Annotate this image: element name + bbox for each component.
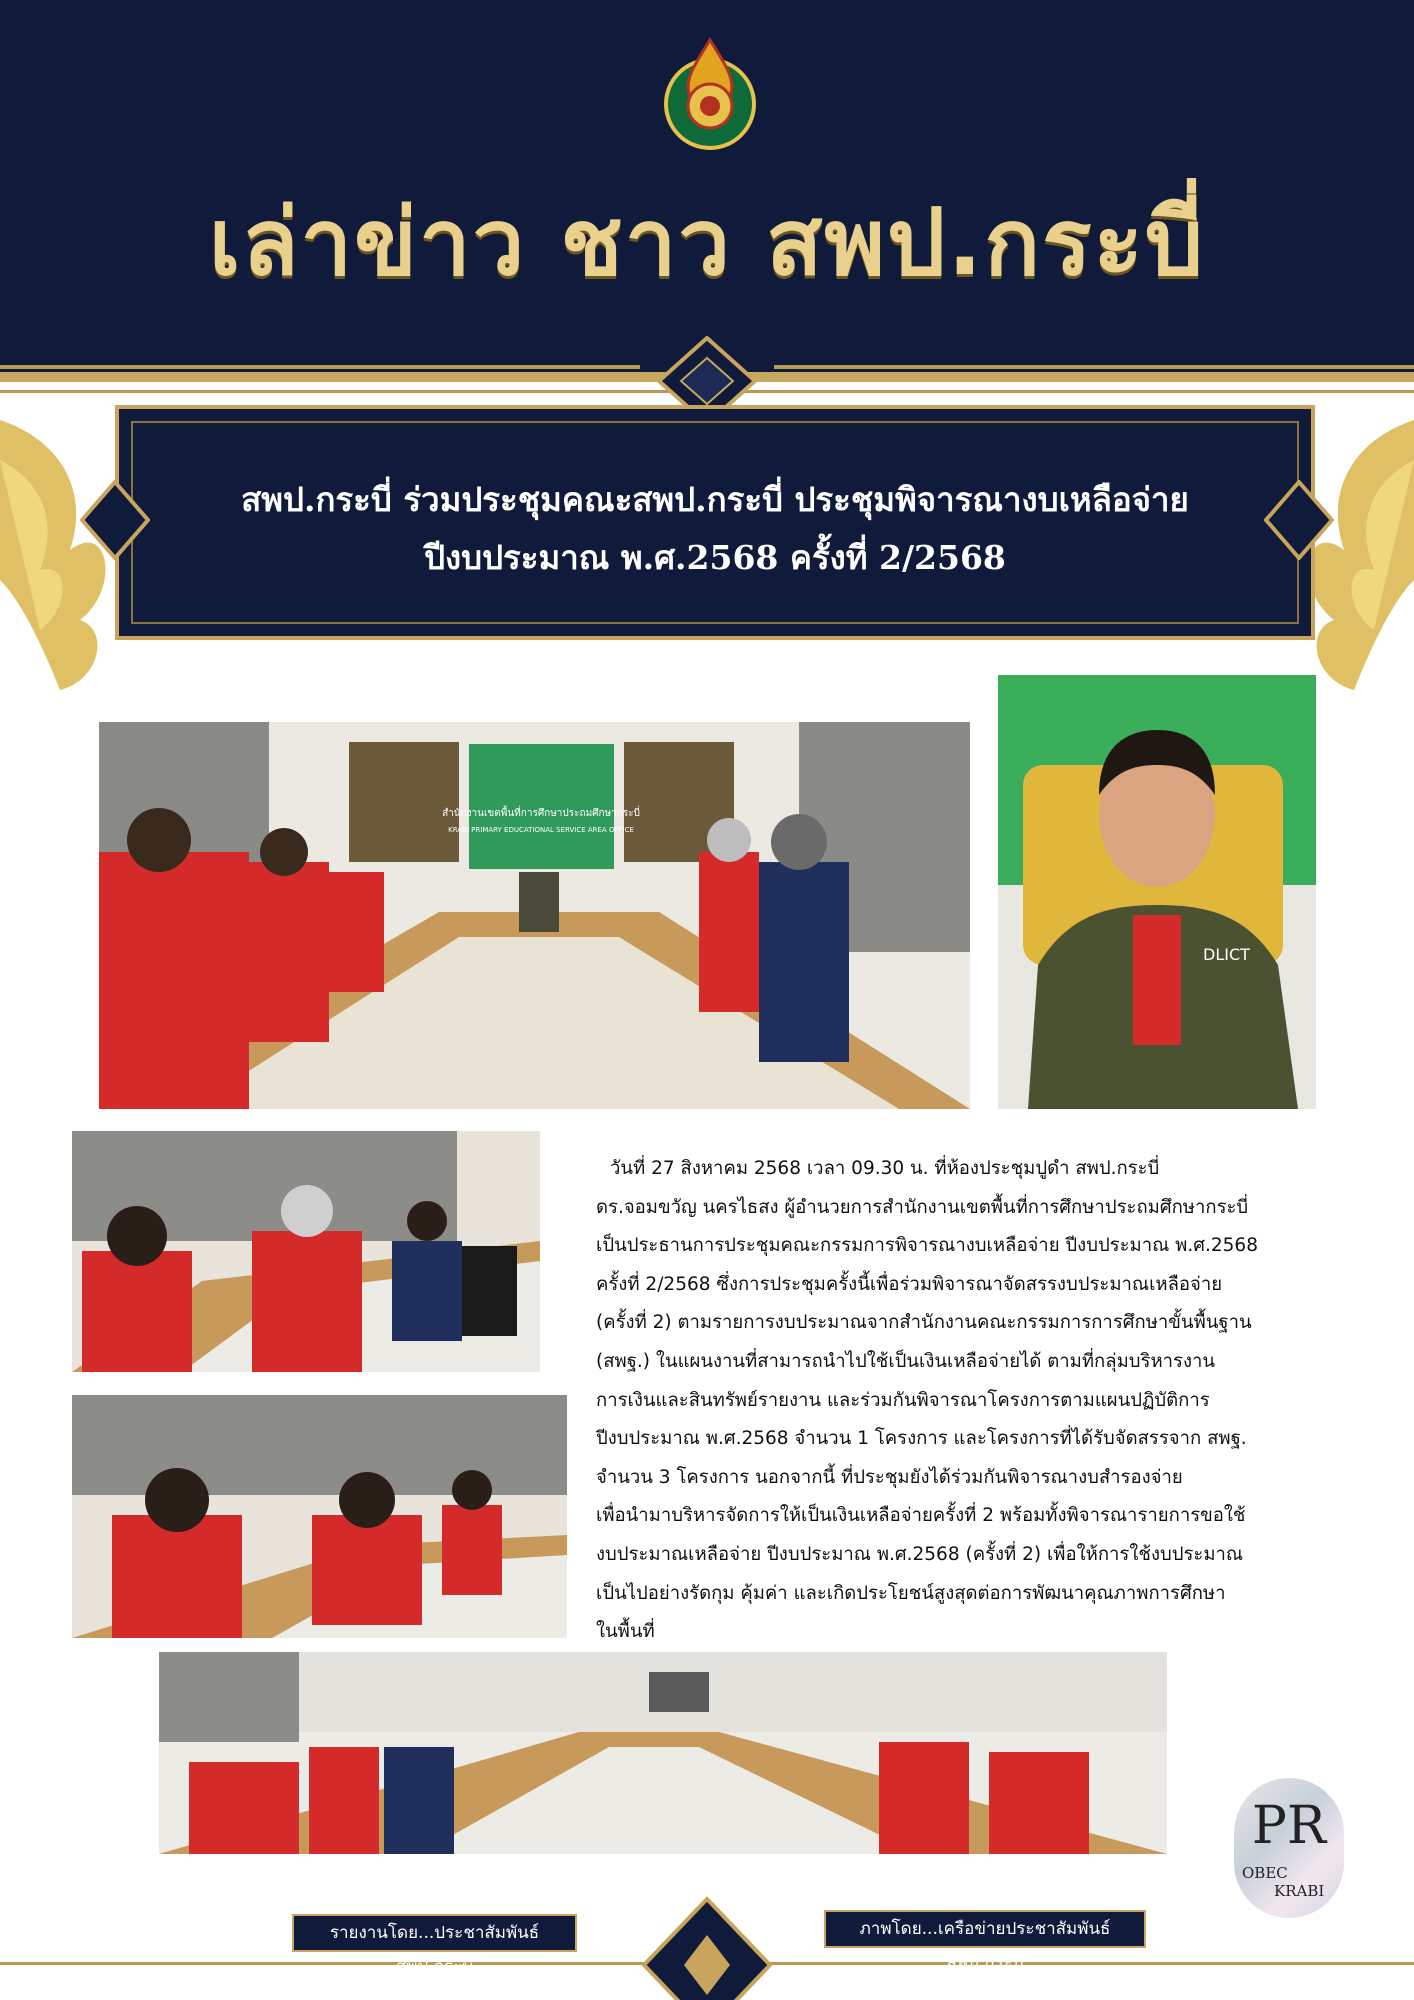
meeting-room-photo (99, 722, 970, 1109)
article-line: ดร.จอมขวัญ นครไธสง ผู้อำนวยการสำนักงานเขตพื้นที่การศึกษาประถมศึกษากระบี่ (596, 1196, 1249, 1218)
article-line: ปีงบประมาณ พ.ศ.2568 จำนวน 1 โครงการ และโครงการที่ได้รับจัดสรรจาก สพฐ. (596, 1428, 1247, 1450)
meeting-photo-left-1 (72, 1131, 540, 1372)
gold-divider (0, 365, 640, 369)
article-line: งบประมาณเหลือจ่าย ปีงบประมาณ พ.ศ.2568 (ครั้งที่ 2) เพื่อให้การใช้งบประมาณ (596, 1543, 1244, 1565)
pr-badge-main: PR (1251, 1796, 1327, 1856)
diamond-ornament-right (1264, 480, 1334, 560)
headline-banner (115, 405, 1315, 640)
pr-badge-sub1: OBEC (1242, 1864, 1288, 1882)
gold-divider (774, 365, 1414, 369)
reporter-credit: รายงานโดย...ประชาสัมพันธ์ สพป.กระบี่ (292, 1914, 577, 1952)
article-body (596, 1150, 1336, 1652)
page-title: เล่าข่าว ชาว สพป.กระบี่ (208, 189, 1206, 296)
article-line: เพื่อนำมาบริหารจัดการให้เป็นเงินเหลือจ่ายครั้งที่ 2 พร้อมทั้งพิจารณารายการขอใช้ (596, 1505, 1246, 1527)
sign-text: สำนักงานเขตพื้นที่การศึกษาประถมศึกษากระบี่ (442, 808, 640, 819)
diamond-ornament-left (80, 480, 150, 560)
headline-line-2: ปีงบประมาณ พ.ศ.2568 ครั้งที่ 2/2568 (424, 538, 1006, 577)
diamond-ornament-bottom (640, 1895, 774, 2000)
article-line: เป็นประธานการประชุมคณะกรรมการพิจารณางบเหลือจ่าย ปีงบประมาณ พ.ศ.2568 (596, 1235, 1258, 1257)
article-line: (สพฐ.) ในแผนงานที่สามารถนำไปใช้เป็นเงินเหลือจ่ายได้ ตามที่กลุ่มบริหารงาน (596, 1350, 1216, 1372)
photographer-credit: ภาพโดย...เครือข่ายประชาสัมพันธ์ สพป.กระบี่ (824, 1910, 1146, 1948)
article-line: วันที่ 27 สิงหาคม 2568 เวลา 09.30 น. ที่ห้องประชุมปูดำ สพป.กระบี่ (610, 1158, 1160, 1179)
headline (119, 471, 1311, 587)
headline-line-1: สพป.กระบี่ ร่วมประชุมคณะสพป.กระบี่ ประชุมพิจารณางบเหลือจ่าย (241, 480, 1189, 519)
article-line: (ครั้งที่ 2) ตามรายการงบประมาณจากสำนักงานคณะกรรมการการศึกษาขั้นพื้นฐาน (596, 1312, 1252, 1334)
article-line: เป็นไปอย่างรัดกุม คุ้มค่า และเกิดประโยชน์สูงสุดต่อการพัฒนาคุณภาพการศึกษา (596, 1582, 1226, 1604)
article-line: จำนวน 3 โครงการ นอกจากนี้ ที่ประชุมยังได้ร่วมกันพิจารณางบสำรองจ่าย (596, 1466, 1183, 1488)
meeting-photo-bottom (159, 1652, 1167, 1854)
pr-badge-sub2: KRABI (1274, 1882, 1325, 1900)
jacket-logo: DLICT (1203, 945, 1250, 964)
sign-text-en: KRABI PRIMARY EDUCATIONAL SERVICE AREA OFFICE (448, 826, 634, 834)
obec-krabi-emblem-icon (655, 34, 765, 152)
article-line: ครั้งที่ 2/2568 ซึ่งการประชุมครั้งนี้เพื่อร่วมพิจารณาจัดสรรงบประมาณเหลือจ่าย (596, 1273, 1223, 1295)
meeting-photo-left-2 (72, 1395, 567, 1638)
pr-obec-krabi-badge (1234, 1778, 1344, 1918)
chairperson-photo (998, 675, 1316, 1109)
article-line: ในพื้นที่ (596, 1621, 655, 1643)
article-line: การเงินและสินทรัพย์รายงาน และร่วมกันพิจารณาโครงการตามแผนปฏิบัติการ (596, 1389, 1210, 1411)
